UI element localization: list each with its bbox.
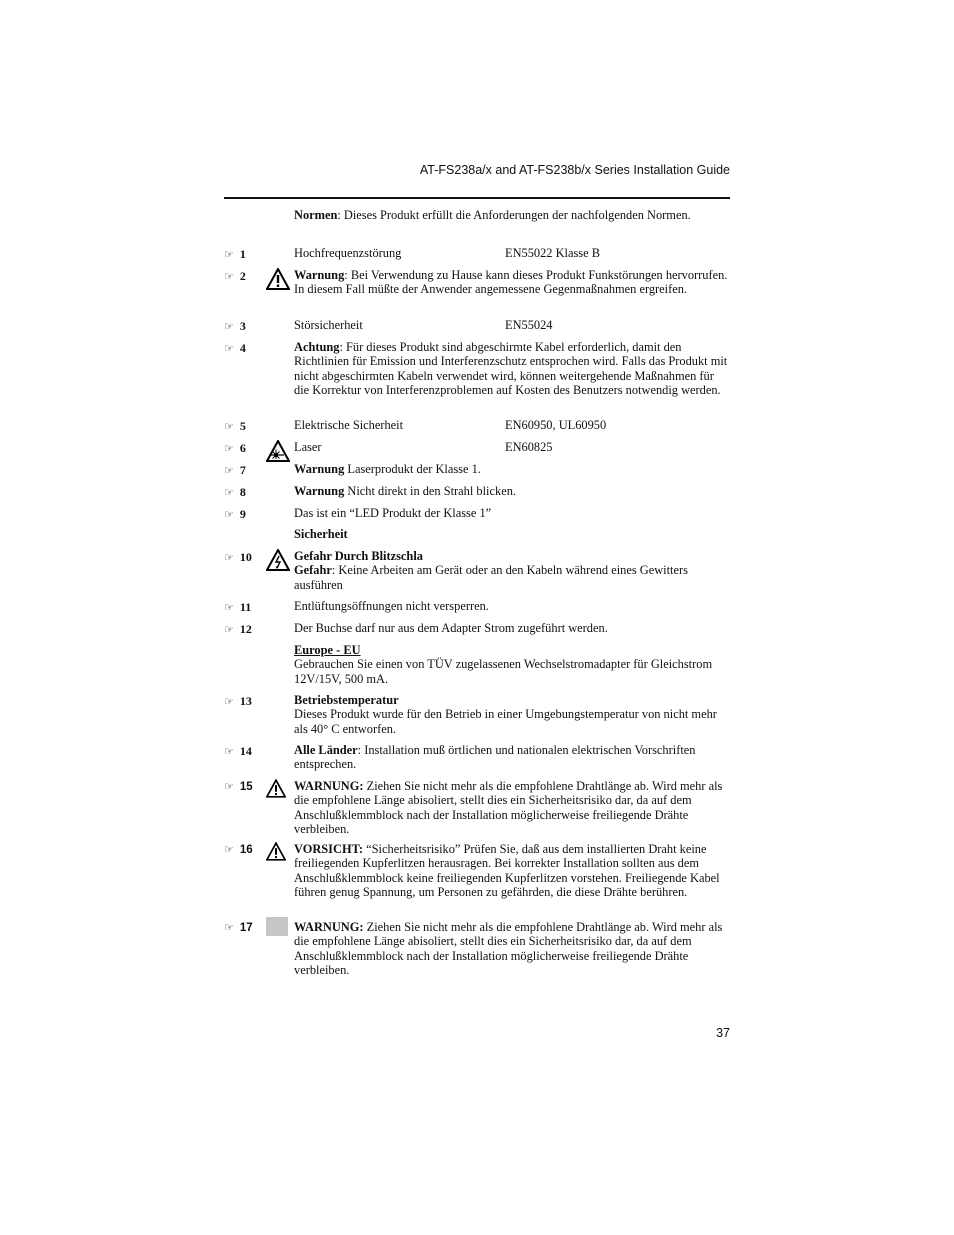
- list-item: ☞ 10 Gefahr Durch Blitzschla Gefahr: Keine Arbeiten am Gerät oder an den Kabeln während eines Gewitters ausführen: [224, 549, 688, 592]
- warning-triangle-icon: [266, 779, 286, 798]
- europe-note: Europe - EU Gebrauchen Sie einen von TÜV zugelassenen Wechselstromadapter für Gleichstrom 12V/15V, 500 mA.: [294, 643, 713, 686]
- pointing-hand-icon: ☞: [224, 442, 234, 455]
- warning-triangle-icon: [266, 268, 290, 290]
- pointing-hand-icon: ☞: [224, 780, 234, 793]
- pointing-hand-icon: ☞: [224, 270, 234, 283]
- list-item: ☞ 16 VORSICHT: “Sicherheitsrisiko” Prüfen Sie, daß aus dem installierten Draht keine freiliegenden Kupferlitzen herausragen. Bei korrekter Installation sollten aus dem Anschlußklemmblock keine freiliegenden Kupferlitzen vorstehen. Freiliegende Kabel führen genug Spannung, um Personen zu gefährden, die diese Drähte berühren.: [224, 842, 720, 899]
- list-item: ☞ 14 Alle Länder: Installation muß örtlichen und nationalen elektrischen Vorschriften entsprechen.: [224, 743, 696, 772]
- header-rule: [224, 197, 730, 199]
- document-body: [224, 208, 730, 980]
- lightning-warning-icon: [266, 549, 290, 571]
- pointing-hand-icon: ☞: [224, 745, 234, 758]
- list-item: ☞ 11 Entlüftungsöffnungen nicht versperren.: [224, 599, 489, 614]
- pointing-hand-icon: ☞: [224, 695, 234, 708]
- placeholder-image: [266, 917, 288, 936]
- list-item: ☞ 7 Warnung Laserprodukt der Klasse 1.: [224, 462, 481, 477]
- list-item: ☞ 2 Warnung: Bei Verwendung zu Hause kann dieses Produkt Funkstörungen hervorrufen. In diesem Fall müßte der Anwender angemessene Gegenmaßnahmen ergreifen.: [224, 268, 728, 297]
- pointing-hand-icon: ☞: [224, 464, 234, 477]
- pointing-hand-icon: ☞: [224, 420, 234, 433]
- list-item: ☞ 9 Das ist ein “LED Produkt der Klasse 1”: [224, 506, 492, 521]
- list-item: ☞ 13 Betriebstemperatur Dieses Produkt wurde für den Betrieb in einer Umgebungstemperatur von nicht mehr als 40° C entworfen.: [224, 693, 717, 736]
- intro-paragraph: Normen: Dieses Produkt erfüllt die Anforderungen der nachfolgenden Normen.: [294, 208, 691, 222]
- list-item: ☞ 5 Elektrische Sicherheit EN60950, UL60950: [224, 418, 607, 433]
- list-item: ☞ 8 Warnung Nicht direkt in den Strahl blicken.: [224, 484, 516, 499]
- pointing-hand-icon: ☞: [224, 601, 234, 614]
- running-header: AT-FS238a/x and AT-FS238b/x Series Installation Guide: [419, 163, 730, 177]
- page-number: 37: [716, 1026, 730, 1040]
- pointing-hand-icon: ☞: [224, 551, 234, 564]
- pointing-hand-icon: ☞: [224, 508, 234, 521]
- pointing-hand-icon: ☞: [224, 843, 234, 856]
- list-item: ☞ 15 WARNUNG: Ziehen Sie nicht mehr als die empfohlene Drahtlänge ab. Wird mehr als die empfohlene Länge abisoliert, stellt dies ein Sicherheitsrisiko dar, da auf dem Anschlußklemmblock nach der Installation möglicherweise freiliegende Drähte verbleiben.: [224, 779, 723, 836]
- section-heading: Sicherheit: [294, 527, 348, 541]
- list-item: ☞ 6 Laser EN60825: [224, 440, 730, 462]
- list-item: ☞ 1 Hochfrequenzstörung EN55022 Klasse B: [224, 246, 600, 261]
- list-item: ☞ 17 WARNUNG: Ziehen Sie nicht mehr als die empfohlene Drahtlänge ab. Wird mehr als die empfohlene Länge abisoliert, stellt dies ein Sicherheitsrisiko dar, da auf dem Anschlußklemmblock nach der Installation möglicherweise freiliegende Drähte verbleiben.: [224, 920, 730, 980]
- list-item: ☞ 12 Der Buchse darf nur aus dem Adapter Strom zugeführt werden.: [224, 621, 608, 636]
- list-item: ☞ 3 Störsicherheit EN55024: [224, 318, 553, 333]
- list-item: ☞ 4 Achtung: Für dieses Produkt sind abgeschirmte Kabel erforderlich, damit den Richtlinien für Emission und Interferenzschutz entsprochen wird. Falls das Produkt mit nicht abgeschirmten Kabeln verwendet wird, können weitergehende Maßnahmen für die Korrektur von Interferenzproblemen auf Kosten des Benutzers notwendig werden.: [224, 340, 728, 397]
- pointing-hand-icon: ☞: [224, 320, 234, 333]
- pointing-hand-icon: ☞: [224, 342, 234, 355]
- pointing-hand-icon: ☞: [224, 921, 234, 934]
- warning-triangle-icon: [266, 842, 286, 861]
- laser-warning-icon: [266, 440, 290, 462]
- pointing-hand-icon: ☞: [224, 248, 234, 261]
- pointing-hand-icon: ☞: [224, 486, 234, 499]
- pointing-hand-icon: ☞: [224, 623, 234, 636]
